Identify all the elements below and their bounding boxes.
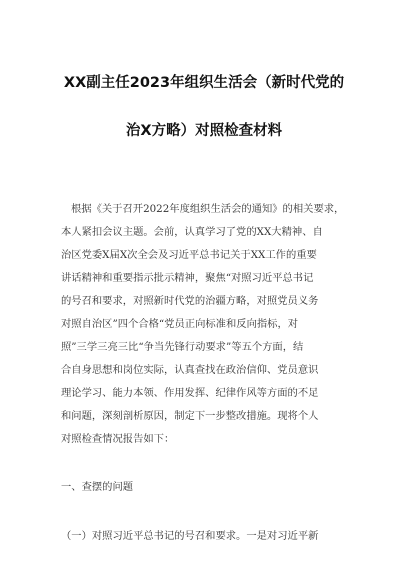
paragraph-line-11: 对照检查情况报告如下：	[61, 433, 175, 445]
subsection-line: （一）对照习近平总书记的号召和要求。一是对习近平新	[61, 530, 319, 542]
document-title-line-1: XX副主任2023年组织生活会（新时代党的	[63, 75, 345, 91]
paragraph-line-5: 的号召和要求，对照新时代党的治疆方略，对照党员义务	[61, 295, 319, 307]
paragraph-line-6: 对照自治区”四个合格“党员正向标准和反向指标，对	[61, 318, 299, 330]
paragraph-line-10: 和问题，深刻剖析原因，制定下一步整改措施。现将个人	[61, 410, 319, 422]
paragraph-line-8: 合自身思想和岗位实际，认真查找在政治信仰、党员意识	[61, 364, 319, 376]
paragraph-line-2: 本人紧扣会议主题。会前，认真学习了党的XX大精神、自	[61, 226, 323, 238]
paragraph-line-1: 根据《关于召开2022年度组织生活会的通知》的相关要求，	[71, 203, 345, 215]
paragraph-line-7: 照”三学三亮三比“争当先锋行动要求”等五个方面，结	[61, 341, 304, 353]
paragraph-line-9: 理论学习、能力本领、作用发挥、纪律作风等方面的不足	[61, 387, 319, 399]
document-title-line-2: 治X方略）对照检查材料	[125, 123, 283, 139]
paragraph-line-4: 讲话精神和重要指示批示精神，聚焦“对照习近平总书记	[61, 272, 314, 284]
paragraph-line-3: 治区党委X届X次全会及习近平总书记关于XX工作的重要	[61, 249, 317, 261]
section-heading: 一、查摆的问题	[61, 481, 134, 493]
